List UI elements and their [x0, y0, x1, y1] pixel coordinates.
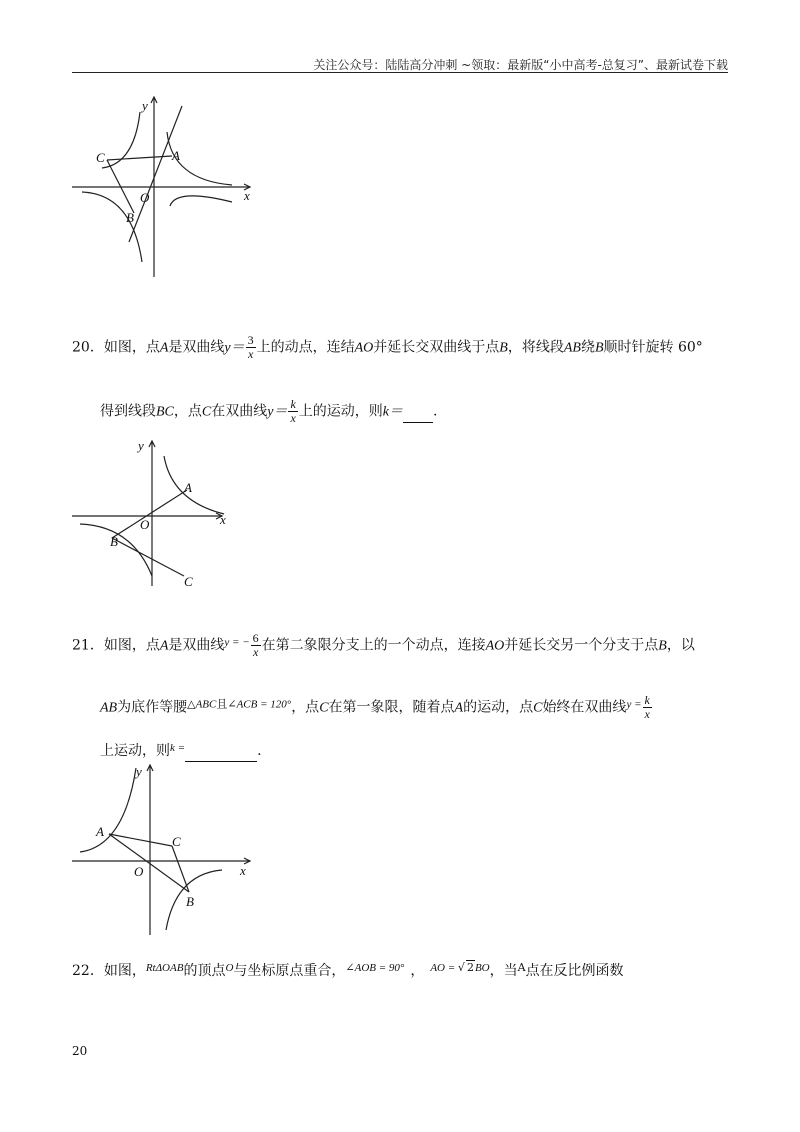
q21-text: 为底作等腰 — [117, 699, 188, 716]
q21-answer-blank — [185, 741, 257, 762]
q20-fraction — [246, 334, 256, 361]
q21-triangle: △ABC — [187, 698, 217, 711]
hyperbola-q4 — [166, 870, 222, 930]
q22-line-1 — [72, 958, 624, 981]
label-b: B — [110, 534, 118, 549]
q20-answer-blank — [403, 402, 433, 423]
q20-text: 得到线段 — [100, 403, 156, 420]
label-y: y — [136, 764, 142, 779]
q20-frac-den: x — [290, 411, 296, 425]
q21-line-2 — [100, 694, 653, 721]
q21-point-b: B — [658, 638, 667, 654]
page-number: 20 — [72, 1044, 88, 1058]
q21-line-1 — [72, 632, 695, 659]
line-bc — [112, 538, 184, 576]
label-c: C — [96, 150, 105, 165]
q21-segment-ab: AB — [100, 700, 118, 716]
q21-point-c: C — [533, 700, 543, 716]
q21-text: 并延长交另一个分支于点 — [504, 637, 659, 654]
q20-text: 是双曲线 — [168, 339, 225, 356]
q22-segment-bo: BO — [474, 962, 490, 974]
q21-segment-ao: AO — [485, 638, 505, 654]
q21-text: 始终在双曲线 — [542, 699, 627, 716]
q20-y-eq: y＝ — [267, 404, 288, 420]
q20-text: 上的运动，则 — [298, 403, 383, 420]
q21-text: 在第二象限分支上的一个动点，连接 — [261, 637, 486, 654]
q20-text: ，点 — [173, 403, 202, 420]
q20-point-c: C — [201, 404, 212, 420]
q20-point-a: A — [159, 340, 169, 356]
q21-number: 21． — [72, 637, 104, 654]
figure-2 — [72, 436, 262, 596]
hyperbola-q4 — [170, 196, 232, 206]
q22-sqrt-arg: 2 — [466, 961, 474, 974]
q22-text: 的顶点 — [183, 963, 226, 979]
q21-y-eq: y = − — [224, 636, 250, 649]
q20-line-1 — [72, 334, 703, 361]
label-o: O — [140, 517, 150, 532]
q21-text: ，以 — [666, 637, 695, 654]
label-x: x — [244, 188, 250, 203]
q20-segment-bc: BC — [156, 404, 174, 420]
q20-segment-ao: AO — [354, 340, 374, 356]
q22-sqrt: √ 2 — [457, 961, 474, 974]
label-o: O — [134, 864, 144, 879]
q22-ao-eq: AO = — [430, 962, 458, 974]
q21-frac-num: 6 — [252, 631, 259, 645]
q21-text: 且 — [216, 697, 228, 711]
q22-text: 如图， — [103, 963, 146, 979]
figure-3 — [72, 760, 262, 940]
q21-text: 是双曲线 — [168, 637, 225, 654]
q21-text: 在第一象限，随着点 — [328, 699, 455, 716]
line-ab — [129, 106, 182, 242]
q21-text: . — [257, 743, 262, 759]
line-ab — [112, 490, 187, 538]
q20-text: 上的动点，连结 — [256, 339, 355, 356]
label-y: y — [138, 438, 144, 453]
q21-point-c: C — [319, 700, 329, 716]
q20-k-eq: k＝ — [382, 404, 403, 420]
q21-fraction — [251, 632, 261, 659]
figure-1-svg — [72, 92, 262, 282]
q21-frac-den: x — [252, 645, 259, 659]
figure-3-svg — [72, 760, 262, 940]
q20-text: 如图，点 — [103, 339, 160, 356]
q21-frac-num: k — [644, 693, 650, 707]
q20-segment-ab: AB — [563, 340, 581, 356]
q20-text: . — [433, 403, 438, 420]
q20-point-b: B — [499, 340, 508, 356]
q22-point-a: A — [517, 961, 526, 974]
q21-point-a: A — [159, 638, 169, 654]
q21-frac-den: x — [644, 707, 650, 721]
q20-frac-den: x — [247, 347, 254, 361]
q22-text: 与坐标原点重合， — [233, 963, 346, 979]
q22-point-o: O — [225, 962, 234, 974]
label-x: x — [240, 863, 246, 878]
q21-line-3 — [100, 738, 262, 762]
label-b: B — [186, 894, 194, 909]
q20-text: 在双曲线 — [211, 403, 268, 420]
label-a: A — [172, 148, 180, 163]
q22-right-triangle: RtΔOAB — [145, 962, 184, 974]
q21-text: 的运动，点 — [463, 699, 534, 716]
q20-point-b: B — [594, 340, 604, 356]
q22-text: ， — [410, 963, 425, 979]
label-o: O — [140, 190, 150, 205]
label-c: C — [172, 834, 181, 849]
line-ac — [109, 834, 172, 846]
q22-angle: ∠AOB = 90° — [345, 962, 405, 974]
q21-y-eq: y = — [626, 698, 642, 711]
hyperbola-q3 — [82, 192, 142, 262]
q20-frac-num: 3 — [247, 333, 254, 347]
q21-text: 上运动，则 — [100, 743, 170, 759]
q22-text: ，当 — [489, 963, 518, 979]
hyperbola-q2 — [80, 768, 136, 852]
q20-fraction-k — [288, 398, 297, 425]
q20-line-2 — [100, 398, 437, 425]
q20-y-eq: y＝ — [224, 340, 245, 356]
q20-number: 20． — [72, 339, 104, 356]
q20-frac-num: k — [290, 397, 296, 411]
q21-text: ，点 — [291, 699, 320, 716]
page-header: 关注公众号：陆陆高分冲刺 ~领取：最新版“小中高考-总复习”、最新试卷下载 — [313, 58, 728, 72]
q20-text: 并延长交双曲线于点 — [373, 339, 500, 356]
q21-text: 如图，点 — [103, 637, 160, 654]
q22-number: 22． — [72, 963, 104, 979]
q22-text: 点在反比例函数 — [525, 963, 624, 979]
label-c: C — [184, 574, 193, 589]
label-y: y — [142, 98, 148, 113]
figure-1 — [72, 92, 262, 282]
q21-fraction-k — [643, 694, 652, 721]
header-rule — [72, 72, 728, 73]
label-a: A — [96, 824, 104, 839]
q21-point-a: A — [454, 700, 464, 716]
q21-angle: ∠ACB = 120° — [227, 698, 292, 711]
hyperbola-q1 — [164, 456, 224, 514]
figure-2-svg — [72, 436, 262, 596]
q20-text: ，将线段 — [507, 339, 564, 356]
q20-text: 绕 — [580, 339, 595, 356]
label-x: x — [220, 512, 226, 527]
q21-k-eq: k = — [170, 742, 186, 754]
q20-text: 顺时针旋转 60° — [603, 339, 703, 356]
label-a: A — [184, 480, 192, 495]
label-b: B — [126, 210, 134, 225]
